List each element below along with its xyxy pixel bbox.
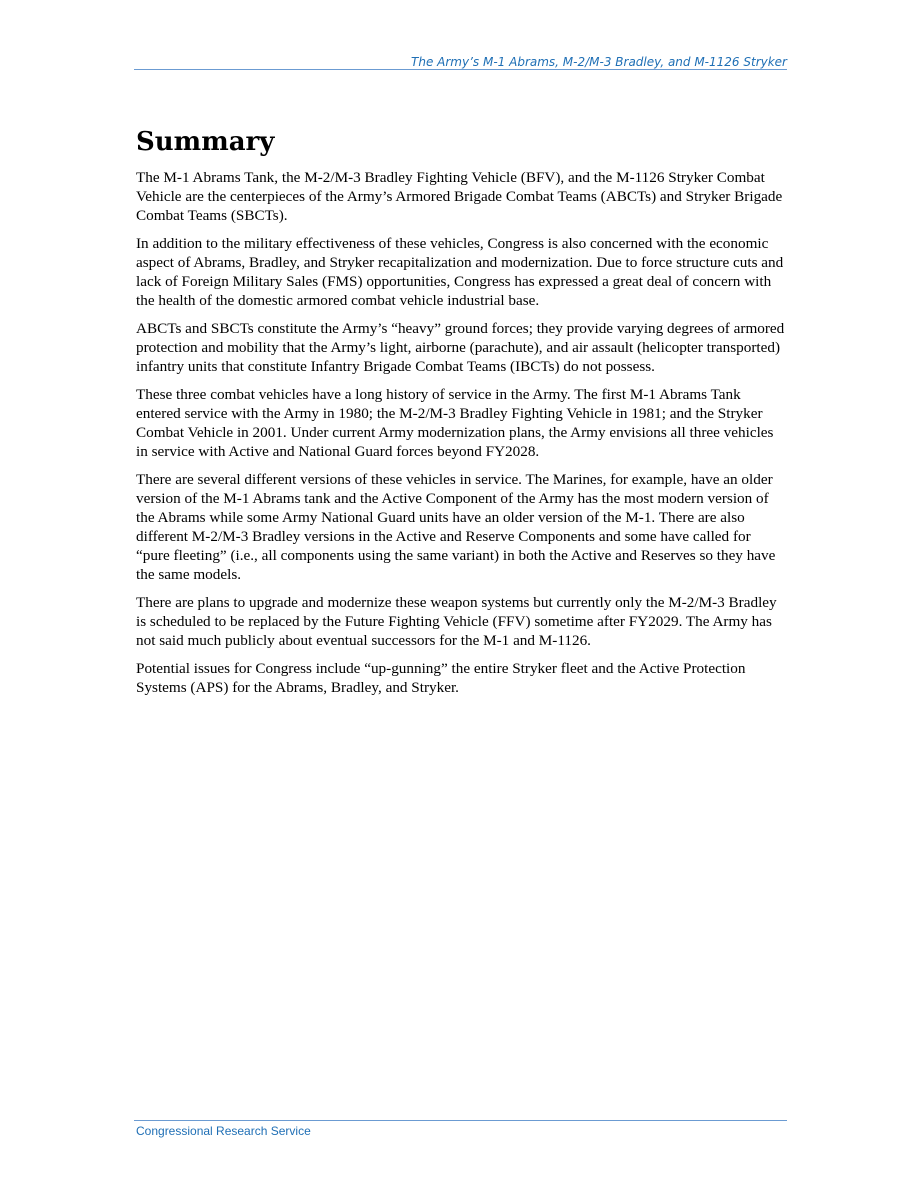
- running-header: The Army’s M-1 Abrams, M-2/M-3 Bradley, and M-1126 Stryker: [411, 55, 787, 69]
- paragraph-7: Potential issues for Congress include “up-gunning” the entire Stryker fleet and the Active Protection Systems (APS) for the Abrams, Bradley, and Stryker.: [136, 660, 746, 696]
- main-content: [136, 124, 786, 706]
- paragraph-6: There are plans to upgrade and modernize these weapon systems but currently only the M-2/M-3 Bradley is scheduled to be replaced by the Future Fighting Vehicle (FFV) sometime after FY2029. The Army has not said much publicly about eventual successors for the M-1 and M-1126.: [136, 594, 777, 649]
- section-title: Summary: [136, 127, 275, 157]
- header-rule: [134, 69, 787, 70]
- paragraph-3: ABCTs and SBCTs constitute the Army’s “heavy” ground forces; they provide varying degrees of armored protection and mobility that the Army’s light, airborne (parachute), and air assault (helicopter transported) infantry units that constitute Infantry Brigade Combat Teams (IBCTs) do not possess.: [136, 320, 785, 375]
- paragraph-5: There are several different versions of these vehicles in service. The Marines, for example, have an older version of the M-1 Abrams tank and the Active Component of the Army has the most modern version of the Abrams while some Army National Guard units have an older version of the M-1. There are also different M-2/M-3 Bradley versions in the Active and Reserve Components and some have called for “pure fleeting” (i.e., all components using the same variant) in both the Active and Reserves so they have the same models.: [136, 471, 776, 583]
- footer-organization: Congressional Research Service: [136, 1124, 311, 1138]
- paragraph-1: The M-1 Abrams Tank, the M-2/M-3 Bradley Fighting Vehicle (BFV), and the M-1126 Stryker Combat Vehicle are the centerpieces of the Army’s Armored Brigade Combat Teams (ABCTs) and Stryker Brigade Combat Teams (SBCTs).: [136, 169, 783, 224]
- paragraph-4: These three combat vehicles have a long history of service in the Army. The first M-1 Abrams Tank entered service with the Army in 1980; the M-2/M-3 Bradley Fighting Vehicle in 1981; and the Stryker Combat Vehicle in 2001. Under current Army modernization plans, the Army envisions all three vehicles in service with Active and National Guard forces beyond FY2028.: [136, 386, 774, 460]
- paragraph-2: In addition to the military effectiveness of these vehicles, Congress is also concerned with the economic aspect of Abrams, Bradley, and Stryker recapitalization and modernization. Due to force structure cuts and lack of Foreign Military Sales (FMS) opportunities, Congress has expressed a great deal of concern with the health of the domestic armored combat vehicle industrial base.: [136, 235, 784, 309]
- footer-rule: [134, 1120, 787, 1121]
